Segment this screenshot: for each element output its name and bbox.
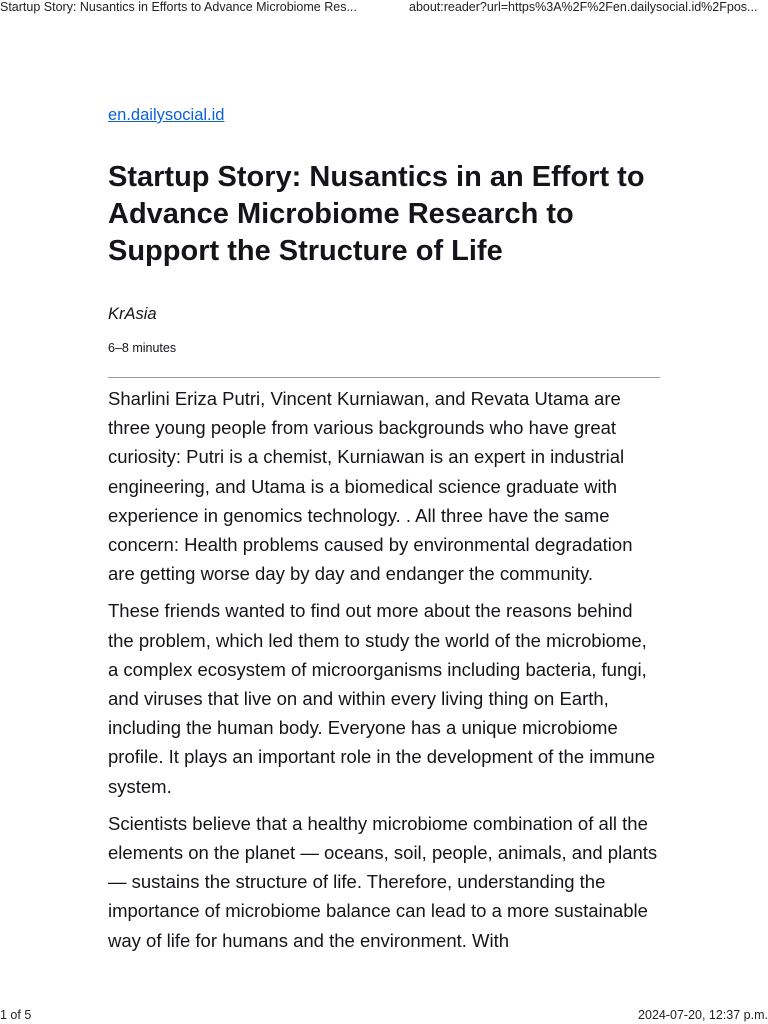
reader-view [108, 104, 660, 963]
reading-time: 6–8 minutes [108, 341, 177, 355]
print-header [0, 0, 768, 16]
article-paragraph: Scientists believe that a healthy microbiome combination of all the elements on the planet — oceans, soil, people, animals, and plants — sustains the structure of life. Therefore, understanding the importance of microbiome balance can lead to a more sustainable way of life for humans and the environment. With [108, 812, 658, 951]
print-url: about:reader?url=https%3A%2F%2Fen.dailysocial.id%2Fpos... [409, 0, 758, 14]
print-page-title: Startup Story: Nusantics in Efforts to Advance Microbiome Res... [0, 0, 357, 14]
article-paragraph: These friends wanted to find out more about the reasons behind the problem, which led them to study the world of the microbiome, a complex ecosystem of microorganisms including bacteria, fungi, and viruses that live on and within every living thing on Earth, including the human body. Everyone has a unique microbiome profile. It plays an important role in the development of the immune system. [108, 600, 656, 797]
source-domain-link[interactable]: en.dailysocial.id [108, 106, 225, 124]
header-divider [108, 377, 660, 378]
article-content [108, 384, 660, 955]
article-title: Startup Story: Nusantics in an Effort to Advance Microbiome Research to Support the Structure of Life [108, 161, 645, 267]
print-footer [0, 1008, 768, 1024]
article-byline: KrAsia [108, 305, 157, 323]
page-indicator: 1 of 5 [0, 1008, 32, 1022]
article-paragraph: Sharlini Eriza Putri, Vincent Kurniawan, and Revata Utama are three young people from various backgrounds who have great curiosity: Putri is a chemist, Kurniawan is an expert in industrial engineering, and Utama is a biomedical science graduate with experience in genomics technology. . All three have the same concern: Health problems caused by environmental degradation are getting worse day by day and endanger the community. [108, 388, 633, 585]
print-timestamp: 2024-07-20, 12:37 p.m. [638, 1008, 768, 1022]
